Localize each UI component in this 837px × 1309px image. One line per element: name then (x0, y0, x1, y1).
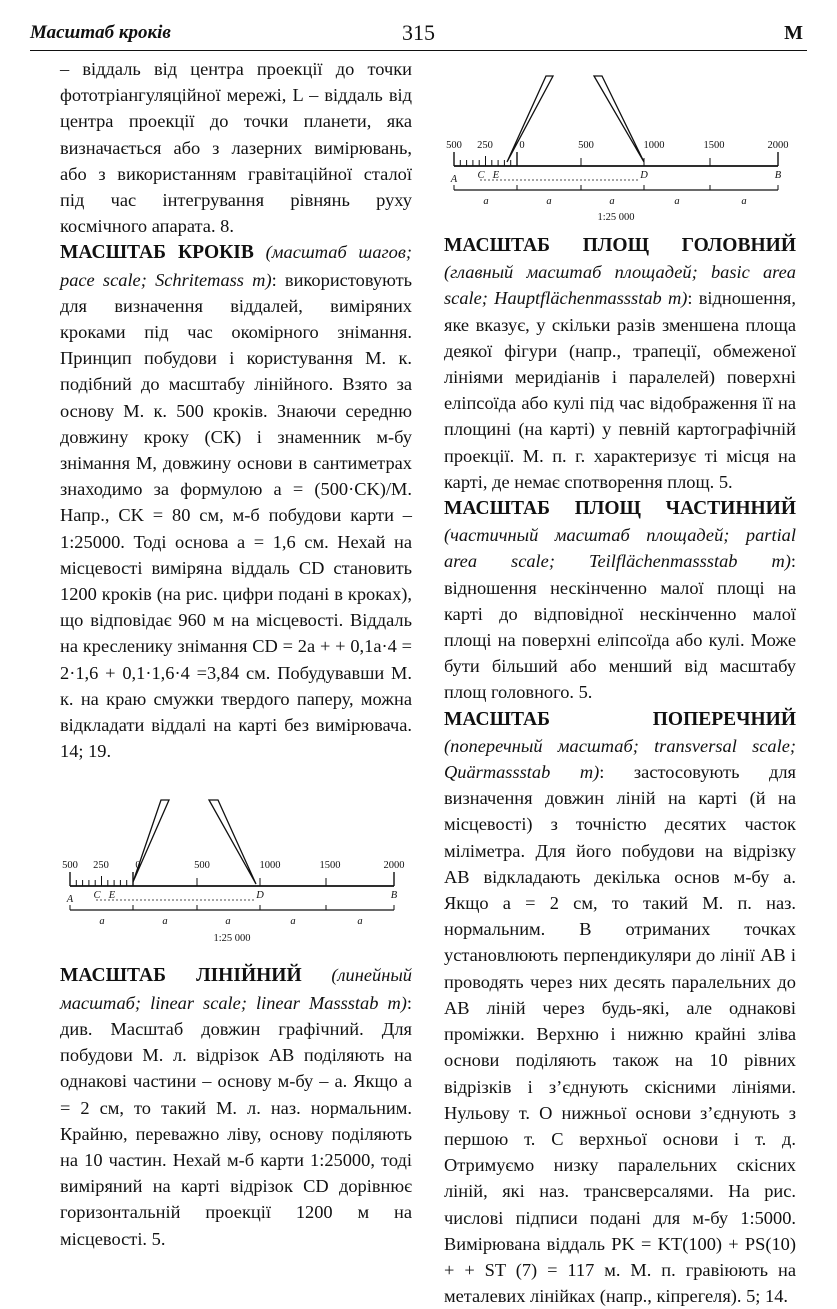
entry-term: МАСШТАБ ПЛОЩ ГОЛОВНИЙ (444, 235, 796, 256)
tick-label: 1000 (259, 860, 281, 872)
segment-label: a (741, 196, 747, 207)
point-label: A (66, 894, 74, 906)
point-label: B (774, 170, 782, 181)
linear-scale-figure (60, 796, 412, 946)
running-header (30, 20, 807, 48)
tick-label: 1500 (703, 140, 725, 151)
point-label: E (492, 170, 500, 181)
tick-label: 1500 (319, 860, 341, 872)
point-label: D (256, 890, 264, 902)
header-letter: М (784, 22, 803, 44)
tick-label: 500 (62, 860, 78, 872)
segment-label: a (609, 196, 615, 207)
segment-label: a (546, 196, 552, 207)
entry-term: МАСШТАБ ПОПЕРЕЧНИЙ (444, 708, 796, 730)
entry-term: МАСШТАБ ЛІНІЙНИЙ (60, 965, 302, 987)
entry-pace-scale (60, 239, 412, 764)
entry-transversal-scale (444, 706, 796, 1309)
tick-label: 1000 (643, 140, 665, 151)
tick-label: 250 (477, 140, 493, 151)
point-label: E (108, 890, 116, 902)
entry-synonyms: (линейный масштаб; linear scale; linear Massstab m) (60, 965, 412, 1013)
segment-label: a (483, 196, 489, 207)
entry-partial-area-scale (444, 495, 796, 706)
segment-label: a (162, 916, 168, 928)
point-label: C (93, 890, 101, 902)
entry-synonyms: (главный масштаб площадей; basic area scale; Hauptflächenmassstab m) (444, 262, 796, 309)
entry-body: : відношення, яке вказує, у скільки разів зменшена площа деякої фігури (напр., трапеції, обмеженої лініями меридіанів і паралелей) поверхні еліпсоїда або кулі під час відображення її на площині (на карті) у певній картографічній проекції. М. п. г. характеризує ті місця на карті, де немає спотворення площ. 5. (444, 288, 796, 492)
tick-label: 250 (93, 860, 109, 872)
tick-label: 500 (446, 140, 462, 151)
point-label: D (640, 170, 648, 181)
left-column (60, 56, 412, 1252)
figure-scale: 1:25 000 (213, 933, 251, 945)
point-label: C (477, 170, 485, 181)
segment-label: a (290, 916, 296, 928)
entry-body: : відношення нескінченно малої площі на карті до відповідної нескінченно малої площі на поверхні еліпсоїда або кулі. Може бути більший або менший від масштабу площ головного. 5. (444, 551, 796, 703)
tick-label: 2000 (767, 140, 789, 151)
header-title: Масштаб кроків (30, 22, 171, 43)
right-column (444, 56, 796, 1309)
point-label: B (390, 890, 398, 902)
entry-linear-scale (60, 962, 412, 1251)
tick-label: 500 (578, 140, 594, 151)
continuation-paragraph: – віддаль від центра проекції до точки фототріангуляційної мережі, L – віддаль від центра проекції до точки планети, яка визначається або з лазерних вимірювань, або з використанням гравітаційної сталої під час інтегрування рівнянь руху космічного апарата. 8. (60, 59, 412, 237)
entry-synonyms: (поперечный масштаб; transversal scale; Quärmassstab m) (444, 735, 796, 783)
tick-label: 2000 (383, 860, 405, 872)
entry-term: МАСШТАБ КРОКІВ (60, 242, 254, 264)
entry-basic-area-scale (444, 232, 796, 495)
entry-body: : використовують для визначення віддалей, виміряних кроками під час окомірного знімання. Принцип побудови і користування М. к. подібний до масштабу лінійного. Взято за основу М. к. 500 кроків. Знаючи середню довжину кроку (СК) і знаменник м-бу знімання М, довжину основи в сантиметрах знаходимо за формулою a = (500·CK)/M. Напр., CK = 80 см, м-б побудови карти – 1:25000. Тоді основа a = 1,6 см. Нехай на місцевості виміряна віддаль CD становить 1200 кроків (на рис. цифри подані в кроках), що відповідає 960 м на місцевості. Віддаль на кресленику знімання CD = 2a + + 0,1a·4 = 2·1,6 + 0,1·1,6·4 =3,84 см. Побудувавши М. к. на краю смужки твердого паперу, можна відкладати віддалі на карті без вимірювача. 14; 19. (60, 269, 412, 762)
tick-label: 500 (194, 860, 210, 872)
segment-label: a (99, 916, 105, 928)
entry-body: : див. Масштаб довжин графічний. Для побудови М. л. відрізок AB поділяють на однакові частини – основу м-бу – a. Якщо a = 2 см, то такий М. л. наз. нормальним. Крайню, переважно ліву, основу поділяють на 10 частин. Нехай м-б карти 1:25000, тоді виміряний на карті відрізок CD дорівнює горизонтальній проекції 1200 м на місцевості. 5. (60, 992, 412, 1249)
header-rule (30, 50, 807, 51)
entry-synonyms: (масштаб шагов; pace scale; Schritemass m) (60, 242, 412, 290)
segment-label: a (225, 916, 231, 928)
entry-synonyms: (частичный масштаб площадей; partial area scale; Teilflächenmassstab m) (444, 525, 796, 572)
page-number: 315 (402, 20, 435, 45)
tick-label: 0 (519, 140, 525, 151)
figure-scale: 1:25 000 (597, 212, 635, 223)
tick-label: 0 (135, 860, 141, 872)
point-label: A (450, 174, 458, 185)
linear-scale-figure-top (444, 58, 796, 226)
segment-label: a (357, 916, 363, 928)
segment-label: a (674, 196, 680, 207)
entry-term: МАСШТАБ ПЛОЩ ЧАСТИННИЙ (444, 498, 796, 520)
entry-body: : застосовують для визначення довжин ліній на карті (й на місцевості) з точністю десятих часток міліметра. Для його побудови на відрізку AB відкладають декілька основ м-бу a. Якщо a = 2 см, то такий М. п. наз. нормальним. В отриманих точках установлюють перпендикуляри до лінії AB і проводять через них десять паралельних до AB ліній через будь-які, але однакові проміжки. Верхню і нижню крайні зліва основи поділяють також на 10 рівних відрізків і з’єднують скісними лініями. Нульову т. O нижньої основи з’єднують з першою т. C верхньої основи і т. д. Отримуємо низку паралельних скісних ліній, які наз. трансверсалями. На рис. числові підписи подані для м-бу 1:5000. Вимірювана віддаль PK = KT(100) + PS(10) + + ST (7) = 117 м. М. п. гравіюють на металевих лінійках (напр., кіпрегеля). 5; 14. (444, 762, 796, 1307)
